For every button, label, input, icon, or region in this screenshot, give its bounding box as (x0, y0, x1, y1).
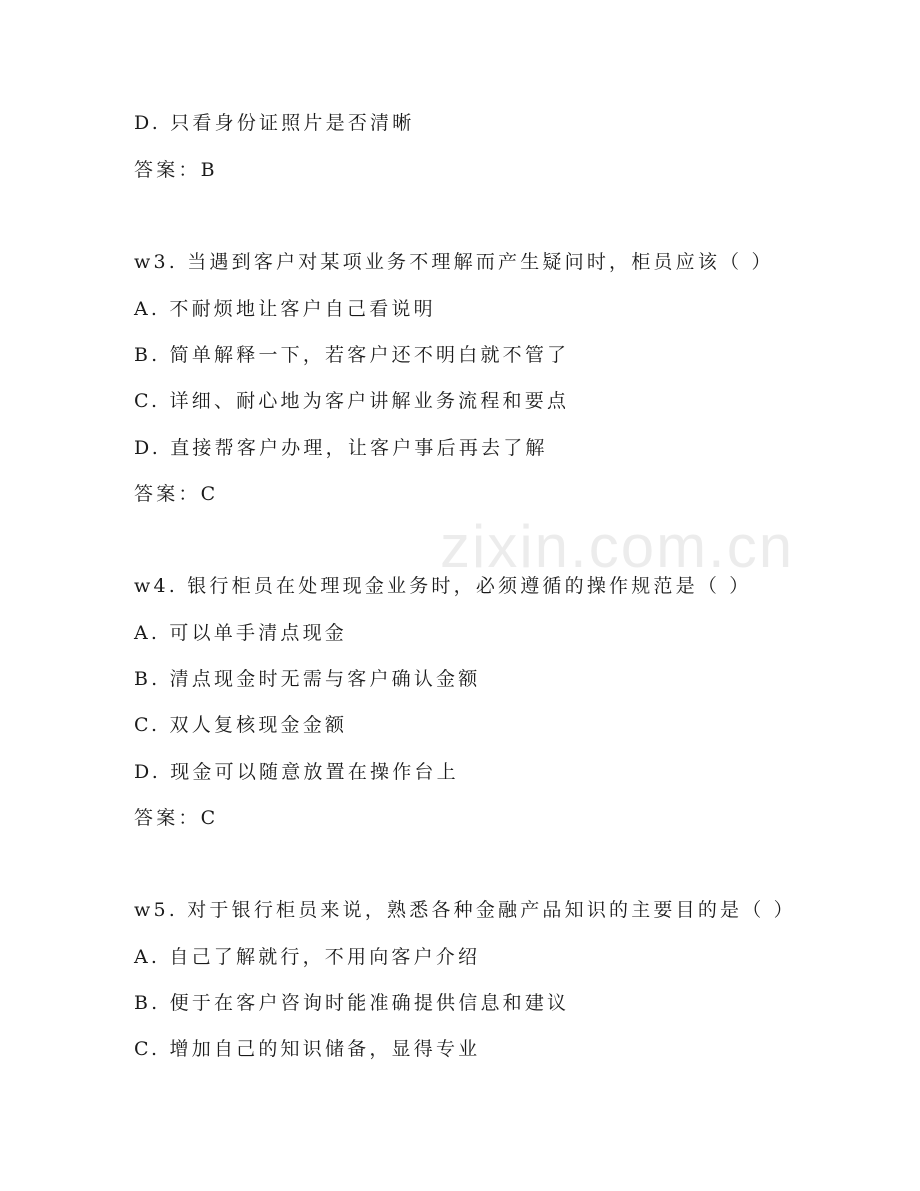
q3-answer: 答案：C (134, 483, 219, 505)
q2-option-d: D. 只看身份证照片是否清晰 (134, 112, 415, 134)
q5-option-c: C. 增加自己的知识储备，显得专业 (134, 1038, 481, 1060)
q4-option-a: A. 可以单手清点现金 (134, 622, 348, 644)
q3-option-d: D. 直接帮客户办理，让客户事后再去了解 (134, 437, 548, 459)
q3-option-a: A. 不耐烦地让客户自己看说明 (134, 298, 436, 320)
q3-stem: w3. 当遇到客户对某项业务不理解而产生疑问时，柜员应该（ ） (134, 251, 774, 273)
q5-option-a: A. 自己了解就行，不用向客户介绍 (134, 946, 481, 968)
q3-option-c: C. 详细、耐心地为客户讲解业务流程和要点 (134, 390, 570, 412)
watermark: zixin.com.cn (440, 513, 795, 580)
q3-option-b: B. 简单解释一下，若客户还不明白就不管了 (134, 344, 570, 366)
q2-answer: 答案：B (134, 159, 218, 181)
q4-answer: 答案：C (134, 807, 219, 829)
q4-stem: w4. 银行柜员在处理现金业务时，必须遵循的操作规范是（ ） (134, 575, 752, 597)
q5-stem: w5. 对于银行柜员来说，熟悉各种金融产品知识的主要目的是（ ） (134, 899, 796, 921)
q4-option-d: D. 现金可以随意放置在操作台上 (134, 761, 459, 783)
q5-option-b: B. 便于在客户咨询时能准确提供信息和建议 (134, 992, 570, 1014)
q4-option-c: C. 双人复核现金金额 (134, 714, 348, 736)
q4-option-b: B. 清点现金时无需与客户确认金额 (134, 668, 481, 690)
